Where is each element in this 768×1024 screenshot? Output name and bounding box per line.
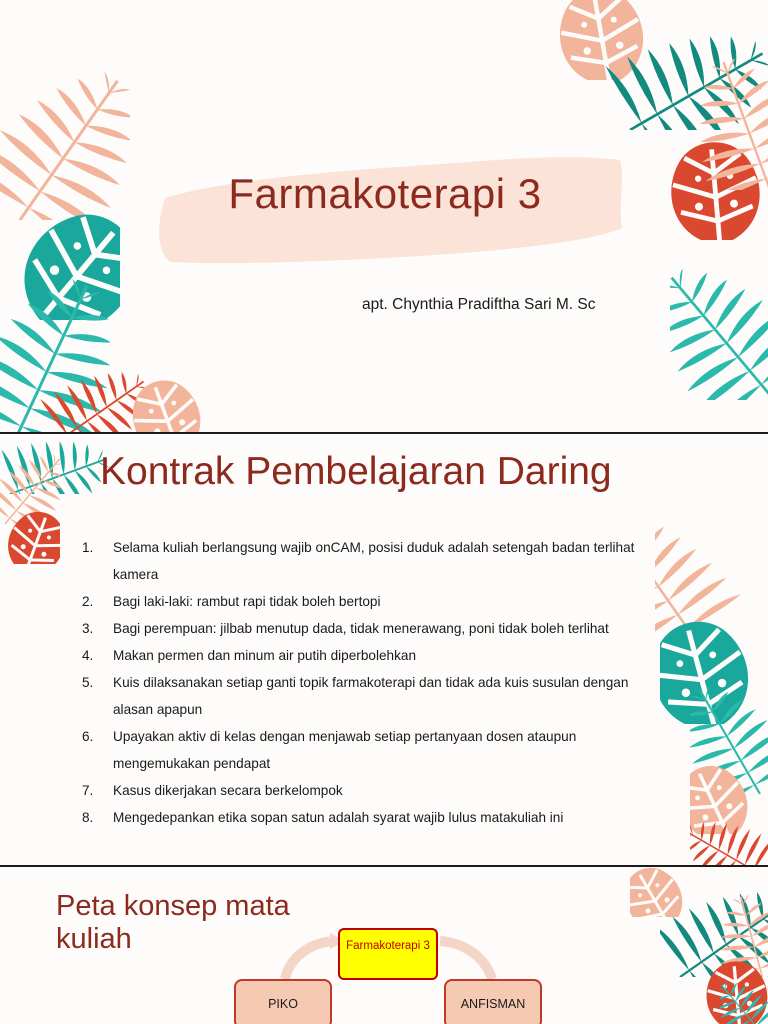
peach-monstera-leaf-icon [130,380,230,432]
list-item: 7. Kasus dikerjakan secara berkelompok [82,783,343,798]
coral-monstera-leaf-icon [0,494,60,564]
list-item: 6. Upayakan aktiv di kelas dengan menjawab setiap pertanyaan dosen ataupun mengemukakan pendapat [82,729,577,771]
peach-palm-leaf-icon [700,40,768,190]
concept-node-piko: PIKO [234,979,332,1024]
contract-slide [0,434,768,865]
concept-node-farmakoterapi: Farmakoterapi 3 [338,928,438,980]
author-name: apt. Chynthia Pradiftha Sari M. Sc [362,296,596,313]
concept-node-anfisman: ANFISMAN [444,979,542,1024]
title-slide [0,0,768,432]
list-item: 5. Kuis dilaksanakan setiap ganti topik farmakoterapi dan tidak ada kuis susulan dengan alasan apapun [82,675,629,717]
contract-rules-list [82,534,662,831]
list-item: 1. Selama kuliah berlangsung wajib onCAM, posisi duduk adalah setengah badan terlihat kamera [82,540,635,582]
list-item: 4. Makan permen dan minum air putih diperbolehkan [82,648,417,663]
list-item: 2. Bagi laki-laki: rambut rapi tidak boleh bertopi [82,594,381,609]
concept-map-title: Peta konsep mata kuliah [56,890,290,955]
list-item: 3. Bagi perempuan: jilbab menutup dada, tidak menerawang, poni tidak boleh terlihat [82,621,609,636]
concept-map-slide [0,867,768,1024]
presentation-title: Farmakoterapi 3 [228,170,542,217]
teal-palm-leaf-icon [670,220,768,400]
coral-palm-leaf-icon [690,804,768,865]
contract-title: Kontrak Pembelajaran Daring [100,450,612,493]
list-item: 8. Mengedepankan etika sopan satun adalah syarat wajib lulus matakuliah ini [82,810,564,825]
